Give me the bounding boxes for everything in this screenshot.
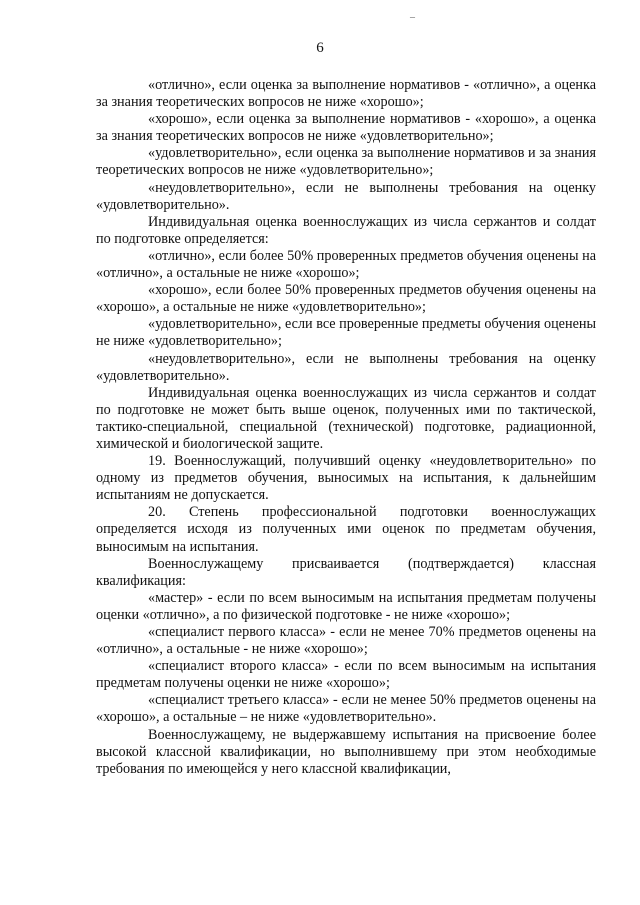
- paragraph: «отлично», если более 50% проверенных предметов обучения оценены на «отлично», а остальные не ниже «хорошо»;: [96, 247, 596, 282]
- paragraph: Военнослужащему присваивается (подтверждается) классная квалификация:: [96, 555, 596, 589]
- corner-mark: ‒: [410, 12, 415, 23]
- page-number: 6: [316, 40, 324, 56]
- paragraph: Индивидуальная оценка военнослужащих из числа сержантов и солдат по подготовке не может быть выше оценок, полученных ими по тактической, тактико-специальной, специальной (технической) подготовке, радиационной, химической и биологической защите.: [96, 384, 596, 452]
- paragraph: «специалист третьего класса» - если не менее 50% предметов оценены на «хорошо», а остальные – не ниже «удовлетворительно».: [96, 692, 596, 726]
- paragraph: Индивидуальная оценка военнослужащих из числа сержантов и солдат по подготовке определяется:: [96, 213, 596, 247]
- paragraph: «мастер» - если по всем выносимым на испытания предметам получены оценки «отлично», а по физической подготовке - не ниже «хорошо»;: [96, 589, 596, 623]
- paragraph: 20. Степень профессиональной подготовки военнослужащих определяется исходя из полученных ими оценок по предметам обучения, выносимым на испытания.: [96, 504, 596, 555]
- paragraph: «хорошо», если оценка за выполнение нормативов - «хорошо», а оценка за знания теоретических вопросов не ниже «удовлетворительно»;: [96, 111, 596, 145]
- paragraph: «удовлетворительно», если все проверенные предметы обучения оценены не ниже «удовлетворительно»;: [96, 316, 596, 350]
- paragraph: «специалист первого класса» - если не менее 70% предметов оценены на «отлично», а остальные - не ниже «хорошо»;: [96, 624, 596, 658]
- paragraph: «отлично», если оценка за выполнение нормативов - «отлично», а оценка за знания теоретических вопросов не ниже «хорошо»;: [96, 77, 596, 111]
- paragraph: Военнослужащему, не выдержавшему испытания на присвоение более высокой классной квалификации, но выполнившему при этом необходимые требования по имеющейся у него классной квалификации,: [96, 726, 596, 777]
- paragraph: 19. Военнослужащий, получивший оценку «неудовлетворительно» по одному из предметов обучения, выносимых на испытания, к дальнейшим испытаниям не допускается.: [96, 453, 596, 504]
- paragraph: «удовлетворительно», если оценка за выполнение нормативов и за знания теоретических вопросов не ниже «удовлетворительно»;: [96, 145, 596, 179]
- paragraph: «хорошо», если более 50% проверенных предметов обучения оценены на «хорошо», а остальные не ниже «удовлетворительно»;: [96, 282, 596, 316]
- paragraph: «специалист второго класса» - если по всем выносимым на испытания предметам получены оценки не ниже «хорошо»;: [96, 658, 596, 692]
- document-body: [96, 77, 596, 778]
- paragraph: «неудовлетворительно», если не выполнены требования на оценку «удовлетворительно».: [96, 350, 596, 384]
- paragraph: «неудовлетворительно», если не выполнены требования на оценку «удовлетворительно».: [96, 179, 596, 213]
